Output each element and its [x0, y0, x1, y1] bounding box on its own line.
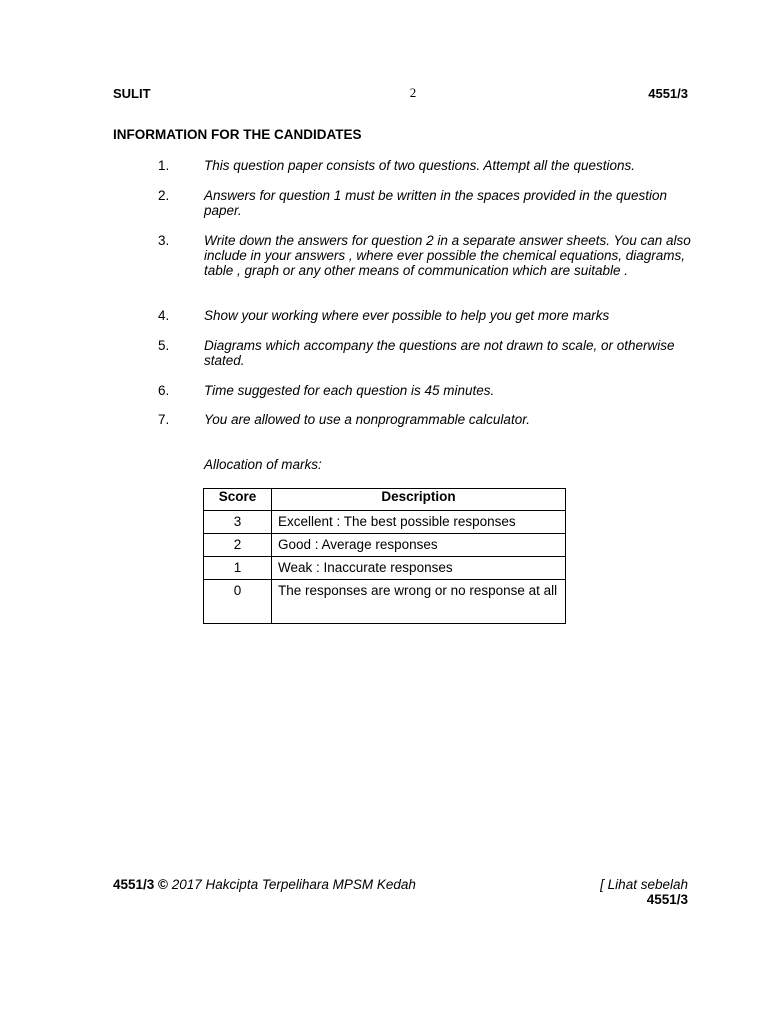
footer-copyright: [113, 877, 416, 892]
marks-allocation-table: [203, 488, 566, 624]
description-cell: Weak : Inaccurate responses: [272, 557, 566, 580]
footer-turn-over: [ Lihat sebelah: [600, 877, 688, 892]
score-column-header: Score: [204, 489, 272, 511]
description-cell: Good : Average responses: [272, 534, 566, 557]
page-number: 2: [409, 85, 417, 100]
instruction-text: Answers for question 1 must be written in the spaces provided in the question paper.: [204, 188, 668, 218]
instruction-text: Diagrams which accompany the questions are not drawn to scale, or otherwise stated.: [204, 338, 675, 368]
instruction-number: 1.: [158, 158, 170, 173]
header-sulit: SULIT: [113, 86, 151, 101]
footer-paper-code-right: 4551/3: [646, 892, 688, 907]
score-cell: 1: [204, 557, 272, 580]
instruction-number: 6.: [158, 383, 170, 398]
score-cell: 3: [204, 511, 272, 534]
instruction-number: 7.: [158, 412, 170, 427]
score-cell: 0: [204, 580, 272, 624]
instruction-number: 2.: [158, 188, 170, 203]
score-cell: 2: [204, 534, 272, 557]
table-header-row: [204, 489, 566, 511]
header-paper-code: 4551/3: [648, 86, 688, 101]
allocation-label: Allocation of marks:: [204, 457, 322, 472]
instruction-text: Show your working where ever possible to help you get more marks: [204, 308, 610, 323]
footer-copyright-text: 2017 Hakcipta Terpelihara MPSM Kedah: [171, 877, 416, 892]
instruction-text: Time suggested for each question is 45 minutes.: [204, 383, 495, 398]
instruction-number: 4.: [158, 308, 170, 323]
description-cell: The responses are wrong or no response at all: [272, 580, 566, 624]
instruction-text: This question paper consists of two questions. Attempt all the questions.: [204, 158, 635, 173]
table-row: [204, 557, 566, 580]
instruction-number: 3.: [158, 233, 170, 248]
table-row: [204, 580, 566, 624]
instruction-text: You are allowed to use a nonprogrammable calculator.: [204, 412, 530, 427]
instruction-number: 5.: [158, 338, 170, 353]
footer-paper-code: 4551/3 ©: [113, 877, 168, 892]
table-row: [204, 511, 566, 534]
description-column-header: Description: [272, 489, 566, 511]
instruction-text: Write down the answers for question 2 in a separate answer sheets. You can also include in your answers , where ever possible the chemical equations, diagrams, table , graph or any other means of communication which are suitable .: [204, 233, 691, 278]
section-title: INFORMATION FOR THE CANDIDATES: [113, 127, 362, 142]
description-cell: Excellent : The best possible responses: [272, 511, 566, 534]
table-row: [204, 534, 566, 557]
